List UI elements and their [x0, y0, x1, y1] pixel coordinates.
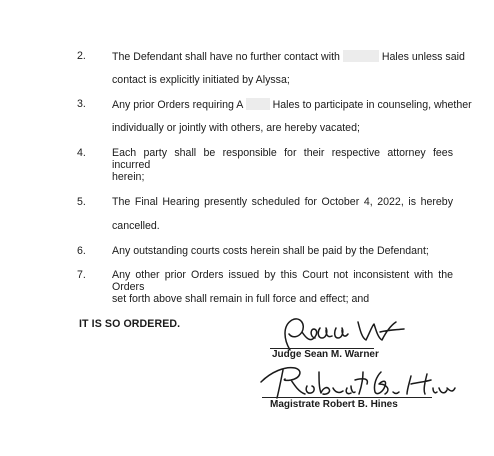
item-line: herein; [112, 171, 145, 183]
redaction-box [343, 50, 379, 62]
item-number: 6. [77, 245, 86, 257]
item-line: set forth above shall remain in full force and effect; and [112, 293, 370, 305]
item-number: 5. [77, 196, 86, 208]
magistrate-signature-line [262, 397, 432, 398]
judge-name: Judge Sean M. Warner [272, 349, 379, 360]
item-text: Any prior Orders requiring A [112, 99, 243, 111]
item-text: Hales to participate in counseling, whether [272, 99, 472, 111]
item-line: Each party shall be responsible for their respective attorney fees incurred [112, 147, 453, 171]
item-text: Hales unless said [381, 51, 465, 63]
item-number: 3. [77, 98, 86, 110]
item-line [112, 98, 472, 111]
item-line: contact is explicitly initiated by Alyssa; [112, 74, 290, 86]
item-number: 2. [77, 50, 86, 62]
closing-statement: IT IS SO ORDERED. [79, 318, 181, 330]
magistrate-signature [255, 362, 455, 402]
item-number: 7. [77, 269, 86, 281]
item-number: 4. [77, 147, 86, 159]
item-line: individually or jointly with others, are hereby vacated; [112, 122, 360, 134]
item-line: The Final Hearing presently scheduled for October 4, 2022, is hereby [112, 196, 453, 208]
redaction-box [246, 98, 270, 110]
item-line: Any outstanding courts costs herein shall be paid by the Defendant; [112, 245, 429, 257]
item-line: cancelled. [112, 220, 160, 232]
magistrate-name: Magistrate Robert B. Hines [270, 399, 398, 410]
item-line [112, 50, 465, 63]
item-line: Any other prior Orders issued by this Court not inconsistent with the Orders [112, 269, 453, 293]
item-text: The Defendant shall have no further contact with [112, 51, 340, 63]
